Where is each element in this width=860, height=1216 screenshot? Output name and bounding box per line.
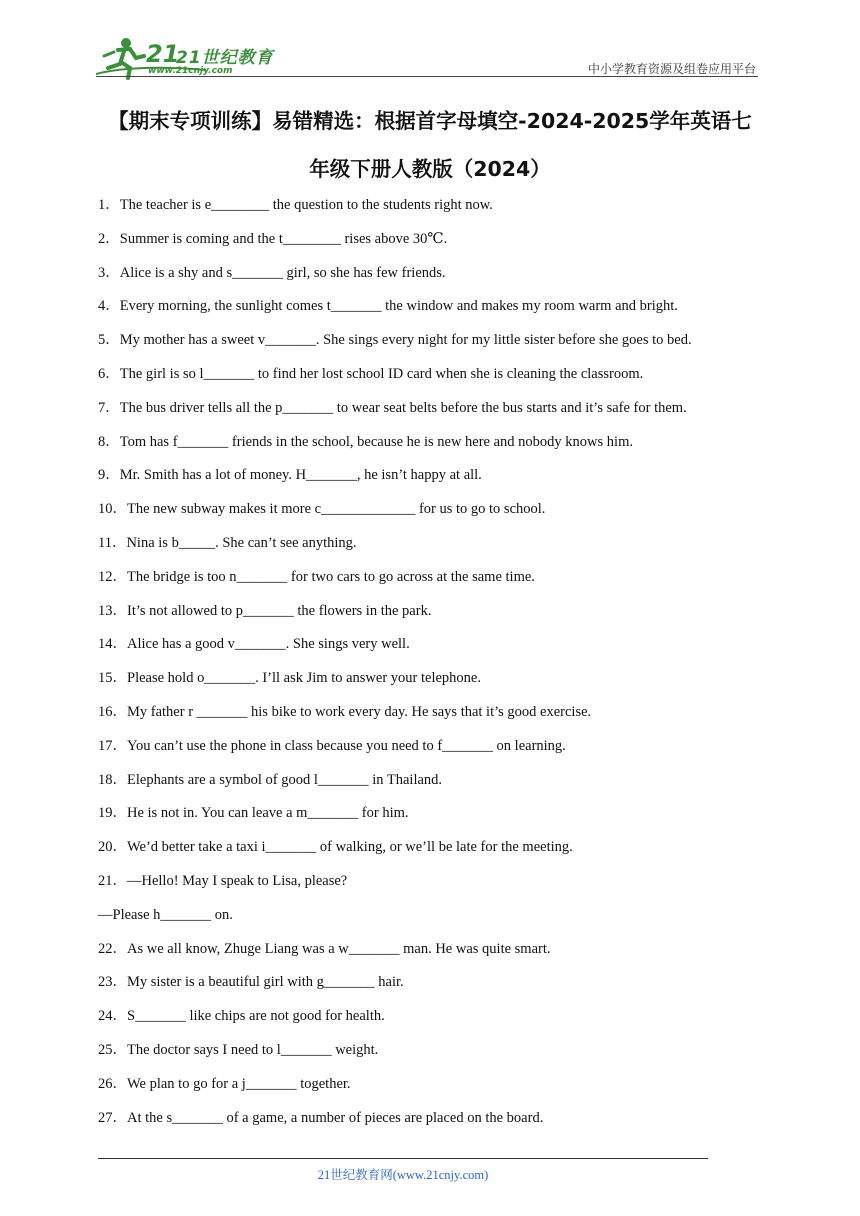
question-item: 3．Alice is a shy and s_______ girl, so she has few friends.	[98, 264, 446, 281]
question-item: 12．The bridge is too n_______ for two cars to go across at the same time.	[98, 568, 535, 585]
question-item: 13．It’s not allowed to p_______ the flowers in the park.	[98, 602, 432, 619]
question-item: 14．Alice has a good v_______. She sings very well.	[98, 636, 410, 653]
title-line-1: 【期末专项训练】易错精选：根据首字母填空-2024-2025学年英语七	[108, 109, 752, 133]
logo-brand-text: 21世纪教育	[176, 48, 274, 68]
footer-divider	[98, 1158, 708, 1159]
question-item: 26．We plan to go for a j_______ together.	[98, 1075, 351, 1092]
platform-tagline: 中小学教育资源及组卷应用平台	[587, 62, 756, 76]
question-item: 7．The bus driver tells all the p_______ to wear seat belts before the bus starts and it’s safe for them.	[98, 399, 687, 416]
question-item: 17．You can’t use the phone in class because you need to f_______ on learning.	[98, 737, 566, 754]
page-header	[96, 34, 758, 80]
logo-mark-21: 21	[146, 40, 180, 68]
brand-logo	[96, 34, 296, 80]
question-item: 6．The girl is so l_______ to find her lost school ID card when she is cleaning the classroom.	[98, 365, 644, 382]
question-item: 21．—Hello! May I speak to Lisa, please?	[98, 872, 348, 889]
question-item: 23．My sister is a beautiful girl with g_______ hair.	[98, 974, 404, 991]
question-item: 24．S_______ like chips are not good for health.	[98, 1008, 385, 1025]
question-item: —Please h_______ on.	[98, 906, 233, 923]
question-item: 25．The doctor says I need to l_______ weight.	[98, 1041, 379, 1058]
footer-link[interactable]: 21世纪教育网(www.21cnjy.com)	[317, 1168, 489, 1182]
question-item: 18．Elephants are a symbol of good l_______ in Thailand.	[98, 771, 443, 788]
question-item: 27．At the s_______ of a game, a number of pieces are placed on the board.	[98, 1109, 544, 1126]
logo-url-text: www.21cnjy.com	[148, 66, 233, 76]
question-item: 11．Nina is b_____. She can’t see anything.	[98, 534, 357, 551]
question-item: 20．We’d better take a taxi i_______ of walking, or we’ll be late for the meeting.	[98, 839, 573, 856]
question-item: 9．Mr. Smith has a lot of money. H_______, he isn’t happy at all.	[98, 467, 482, 484]
question-list	[98, 195, 778, 1141]
page-title	[96, 97, 764, 193]
question-item: 2．Summer is coming and the t________ rises above 30℃.	[98, 230, 448, 247]
question-item: 10．The new subway makes it more c_____________ for us to go to school.	[98, 501, 546, 518]
question-item: 22．As we all know, Zhuge Liang was a w_______ man. He was quite smart.	[98, 940, 551, 957]
question-item: 19．He is not in. You can leave a m_______ for him.	[98, 805, 409, 822]
header-divider	[96, 76, 758, 77]
question-item: 8．Tom has f_______ friends in the school, because he is new here and nobody knows him.	[98, 433, 633, 450]
question-item: 16．My father r _______ his bike to work every day. He says that it’s good exercise.	[98, 703, 592, 720]
question-item: 1．The teacher is e________ the question to the students right now.	[98, 197, 493, 213]
question-item: 5．My mother has a sweet v_______. She sings every night for my little sister before she goes to bed.	[98, 332, 692, 349]
title-line-2: 年级下册人教版（2024）	[309, 157, 551, 181]
question-item: 15．Please hold o_______. I’ll ask Jim to answer your telephone.	[98, 670, 481, 687]
question-item: 4．Every morning, the sunlight comes t_______ the window and makes my room warm and bright.	[98, 298, 678, 315]
